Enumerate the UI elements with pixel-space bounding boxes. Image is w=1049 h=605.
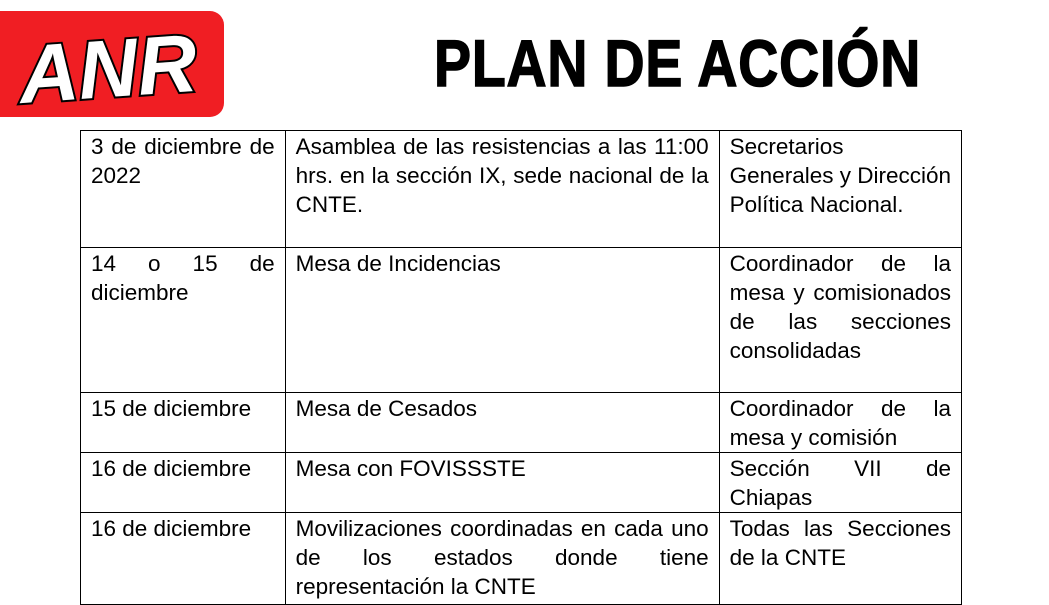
date-cell: 15 de diciembre [81,393,286,453]
date-cell: 16 de diciembre [81,453,286,513]
table-row [81,453,962,513]
anr-logo-graphic [0,11,224,122]
date-cell: 14 o 15 de diciembre [81,248,286,393]
responsible-cell: Coordinador de la mesa y comisión [719,393,961,453]
table-row [81,248,962,393]
anr-logo [0,11,224,122]
table-row [81,513,962,605]
date-cell: 16 de diciembre [81,513,286,605]
logo-text: ANR [16,17,200,122]
responsible-cell: Sección VII de Chiapas [719,453,961,513]
activity-cell: Movilizaciones coordinadas en cada uno de los estados donde tiene representación la CNTE [285,513,719,605]
action-plan-table [80,130,962,605]
activity-cell: Asamblea de las resistencias a las 11:00 hrs. en la sección IX, sede nacional de la CNTE. [285,131,719,248]
responsible-cell: Coordinador de la mesa y comisionados de las secciones consolidadas [719,248,961,393]
activity-cell: Mesa de Incidencias [285,248,719,393]
table-row [81,393,962,453]
activity-cell: Mesa con FOVISSSTE [285,453,719,513]
responsible-cell: Todas las Secciones de la CNTE [719,513,961,605]
date-cell: 3 de diciembre de 2022 [81,131,286,248]
responsible-cell: Secretarios Generales y Dirección Política Nacional. [719,131,961,248]
table-row [81,131,962,248]
page-title: PLAN DE ACCIÓN [434,26,922,100]
activity-cell: Mesa de Cesados [285,393,719,453]
